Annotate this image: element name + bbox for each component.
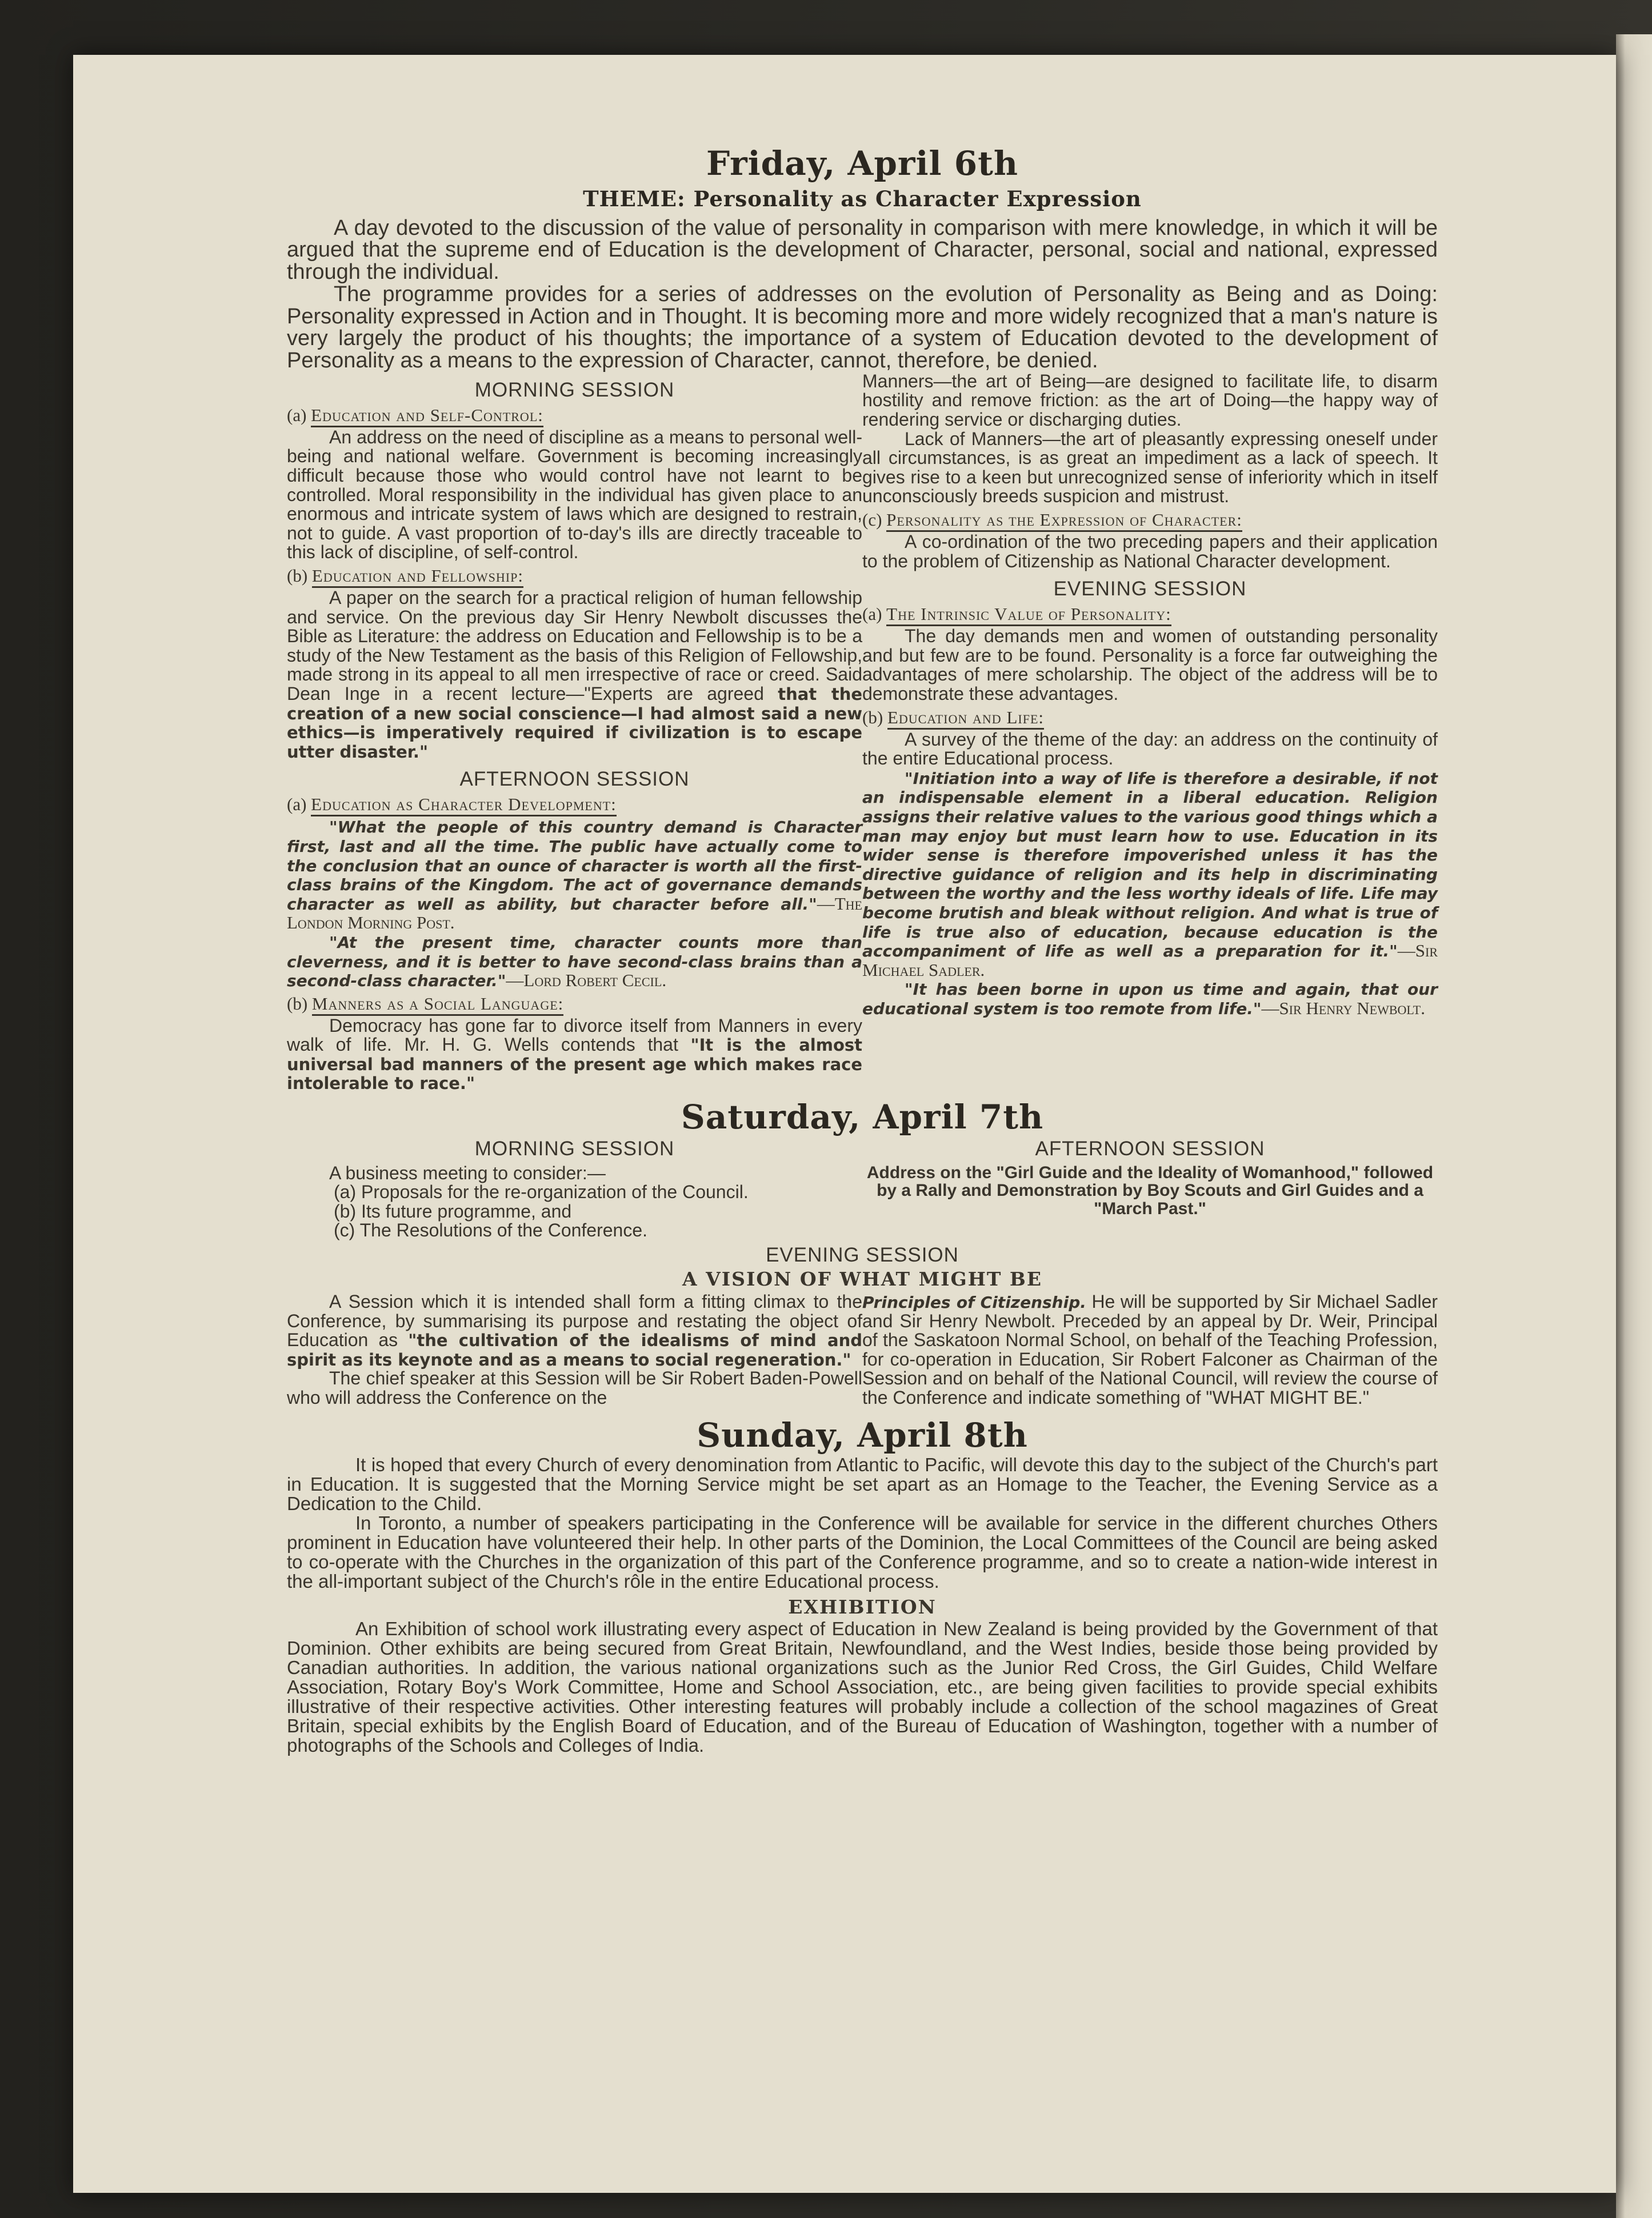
quote-text: "What the people of this country demand is Character first, last and all the time. The public have actually come to the conclusion that an ounce of character is worth all the first-class brains of the Kingdom. The act of governance demands character as well as ability, but character before all." <box>287 818 862 914</box>
quote <box>287 932 862 990</box>
quote <box>287 817 862 932</box>
left-column <box>287 1292 862 1408</box>
saturday-heading: Saturday, April 7th <box>681 1098 1044 1137</box>
right-column <box>862 372 1438 1093</box>
quote <box>862 768 1438 980</box>
item-title: The Intrinsic Value of Personality: <box>886 604 1171 626</box>
quote-text: "Initiation into a way of life is therefore a desirable, if not an indispensable element in a liberal education. Religion assigns their relative values to the various good things which a man may enjoy but must learn how to use. Education in its wider sense is therefore impoverished unless it has the directive guidance of religion and its help in discriminating between the worthy and the less worthy ideals of life. Life may become brutish and bleak without religion. And what is true of life is true also of education, because education is the accompaniment of life as well as a preparation for it." <box>862 768 1438 961</box>
item-text: A business meeting to consider:— <box>329 1162 606 1183</box>
item-text: A survey of the theme of the day: an address on the continuity of the entire Educational process. <box>862 728 1438 769</box>
item-heading <box>287 405 862 426</box>
sunday-text <box>287 1455 1438 1591</box>
item-text-bold: that the creation of a new social conscience—I had almost said a new ethics—is imperatively required if civilization is to escape utter disaster." <box>287 684 863 762</box>
agenda-list <box>334 1183 862 1240</box>
sunday-heading: Sunday, April 8th <box>697 1415 1028 1455</box>
evening-session-heading: EVENING SESSION <box>766 1244 959 1267</box>
item-text-plain: He will be supported by Sir Michael Sadler and Sir Henry Newbolt. Preceded by an appeal by Dr. Weir, Principal of the Saskatoon Normal School, on behalf of the Teaching Profession, for co-operation in Education, Sir Robert Falconer as Chairman of the Session and on behalf of the National Council, will review the course of the Conference and indicate something of "WHAT MIGHT BE." <box>862 1291 1438 1408</box>
item-text: A co-ordination of the two preceding papers and their application to the problem of Citizenship as National Character development. <box>862 531 1438 571</box>
quote-source: —The London Morning Post. <box>287 893 862 933</box>
right-column <box>862 1292 1438 1408</box>
quote-source: —Lord Robert Cecil. <box>506 970 667 991</box>
left-column <box>287 372 862 1093</box>
quote-text: "It has been borne in upon us time and again, that our educational system is too remote from life." <box>862 980 1438 1018</box>
item-text: The day demands men and women of outstanding personality and but few are to be found. Personality is a force far outweighing the advantages of mere scholarship. The object of the address will be to demonstrate these advantages. <box>862 626 1438 704</box>
item-text: The chief speaker at this Session will be Sir Robert Baden-Powell who will address the Conference on the <box>287 1368 862 1408</box>
item-heading <box>287 994 862 1014</box>
paragraph: An Exhibition of school work illustrating every aspect of Education in New Zealand is being provided by the Government of that Dominion. Other exhibits are being secured from Great Britain, Newfoundland, and the West Indies, beside those being provided by Canadian authorities. In addition, the various national organizations such as the Junior Red Cross, the Girl Guides, Child Welfare Association, Rotary Boy's Work Committee, Home and School Association, etc., are being given facilities to provide special exhibits illustrative of their respective activities. Other interesting features will probably include a collection of the school magazines of Great Britain, special exhibits by the English Board of Education, and of the Bureau of Education of Washington, together with a number of photographs of the Schools and Colleges of India. <box>287 1618 1438 1756</box>
item-title: Manners as a Social Language: <box>312 994 563 1016</box>
adjacent-page-edge <box>1616 34 1652 2218</box>
item-text-emphasis: Principles of Citizenship. <box>862 1293 1086 1312</box>
item-text <box>862 1292 1438 1408</box>
item-label: (c) <box>862 510 882 530</box>
list-item: (b) Its future programme, and <box>334 1200 572 1222</box>
friday-heading: Friday, April 6th <box>706 144 1019 183</box>
paragraph: In Toronto, a number of speakers participating in the Conference will be available for service in the different churches Others prominent in Education have volunteered their help. In other parts of the Dominion, the Local Committees of the Council are being asked to co-operate with the Churches in the organization of this part of the Conference programme, and so to create a nation-wide interest in the all-important subject of the Church's rôle in the entire Educational process. <box>287 1512 1438 1592</box>
item-heading <box>287 794 862 815</box>
item-text-plain: A paper on the search for a practical religion of human fellowship and service. On the previous day Sir Henry Newbolt discusses the Bible as Literature: the address on Education and Fellowship is to be a study of the New Testament as the basis of this Religion of Fellowship, made strong in its appeal to all men irrespective of race or creed. Said Dean Inge in a recent lecture—"Experts are agreed <box>287 587 862 704</box>
item-text: Address on the "Girl Guide and the Ideality of Womanhood," followed by a Rally and Demonstration by Boy Scouts and Girl Guides and a "March Past." <box>866 1163 1434 1218</box>
morning-session-heading: MORNING SESSION <box>474 378 675 401</box>
item-heading <box>862 604 1438 624</box>
list-item: (c) The Resolutions of the Conference. <box>334 1220 648 1241</box>
continued-text: Manners—the art of Being—are designed to facilitate life, to disarm hostility and remove friction: as the art of Doing—the happy way of rendering service or discharging duties. <box>862 370 1438 430</box>
paragraph: It is hoped that every Church of every denomination from Atlantic to Pacific, will devote this day to the subject of the Church's part in Education. It is suggested that the Morning Service might be set apart as an Homage to the Teacher, the Evening Service as a Dedication to the Child. <box>287 1454 1438 1515</box>
evening-columns <box>287 1292 1438 1408</box>
afternoon-session-heading: AFTERNOON SESSION <box>1035 1137 1265 1160</box>
item-text <box>287 588 862 761</box>
saturday-columns <box>287 1138 1438 1240</box>
item-title: Personality as the Expression of Character: <box>886 510 1242 532</box>
item-label: (a) <box>862 604 882 624</box>
afternoon-session-heading: AFTERNOON SESSION <box>459 768 690 791</box>
friday-columns <box>287 372 1438 1093</box>
quote-source: —Sir Henry Newbolt. <box>1261 998 1425 1018</box>
item-text-plain: Democracy has gone far to divorce itself from Manners in every walk of life. Mr. H. G. Wells contends that <box>287 1015 862 1055</box>
left-column <box>287 1138 862 1240</box>
item-title: Education and Life: <box>887 707 1044 730</box>
item-heading <box>862 707 1438 728</box>
item-heading <box>287 566 862 586</box>
item-title: Education and Fellowship: <box>312 566 523 588</box>
item-text-plain: A Session which it is intended shall form a fitting climax to the Conference, by summarising its purpose and restating the object of Education as <box>287 1291 862 1351</box>
item-label: (b) <box>287 566 308 586</box>
item-label: (b) <box>287 993 308 1014</box>
intro-paragraph: A day devoted to the discussion of the value of personality in comparison with mere knowledge, in which it will be argued that the supreme end of Education is the development of Character, personal, social and national, expressed through the individual. <box>287 215 1438 285</box>
item-text: An address on the need of discipline as a means to personal well-being and national welfare. Government is becoming increasingly difficult because those who would control have not learnt to be controlled. Moral responsibility in the individual has given place to an enormous and intricate system of laws which are designed to restrain, not to guide. A vast proportion of to-day's ills are directly traceable to this lack of discipline, of self-control. <box>287 426 862 563</box>
item-text <box>287 1016 862 1093</box>
item-text-bold: "It is the almost universal bad manners of the present age which makes race intolerable to race." <box>287 1035 862 1094</box>
vision-heading: A VISION OF WHAT MIGHT BE <box>682 1268 1042 1291</box>
quote-text: "At the present time, character counts more than cleverness, and it is better to have second-class brains than a second-class character." <box>287 932 862 991</box>
exhibition-heading: EXHIBITION <box>788 1596 937 1619</box>
friday-intro <box>287 217 1438 372</box>
item-text <box>287 1292 862 1369</box>
right-column <box>862 1138 1438 1240</box>
item-text-bold: "the cultivation of the idealisms of mind and spirit as its keynote and as a means to social regeneration." <box>287 1331 862 1370</box>
friday-theme: THEME: Personality as Character Expression <box>583 186 1142 211</box>
item-label: (a) <box>287 794 307 815</box>
list-item: (a) Proposals for the re-organization of the Council. <box>334 1182 749 1203</box>
item-title: Education as Character Development: <box>311 794 617 816</box>
intro-paragraph: The programme provides for a series of addresses on the evolution of Personality as Being and as Doing: Personality expressed in Action and in Thought. It is becoming more and more widely recognized that a man's nature is very largely the product of his thoughts; the importance of a system of Education devoted to the development of Personality as a means to the expression of Character, cannot, therefore, be denied. <box>287 282 1438 373</box>
quote <box>862 979 1438 1018</box>
item-title: Education and Self-Control: <box>311 405 543 427</box>
continued-text: Lack of Manners—the art of pleasantly expressing oneself under all circumstances, is as great an impediment as a lack of speech. It gives rise to a keen but unrecognized sense of inferiority which in itself unconsciously breeds suspicion and mistrust. <box>862 428 1438 507</box>
item-label: (a) <box>287 405 307 425</box>
item-heading <box>862 510 1438 530</box>
document-content <box>287 144 1438 1755</box>
exhibition-text <box>287 1619 1438 1755</box>
item-label: (b) <box>862 707 883 727</box>
evening-session-heading: EVENING SESSION <box>1053 578 1247 600</box>
quote-source: —Sir Michael Sadler. <box>862 940 1438 980</box>
morning-session-heading: MORNING SESSION <box>474 1137 675 1160</box>
